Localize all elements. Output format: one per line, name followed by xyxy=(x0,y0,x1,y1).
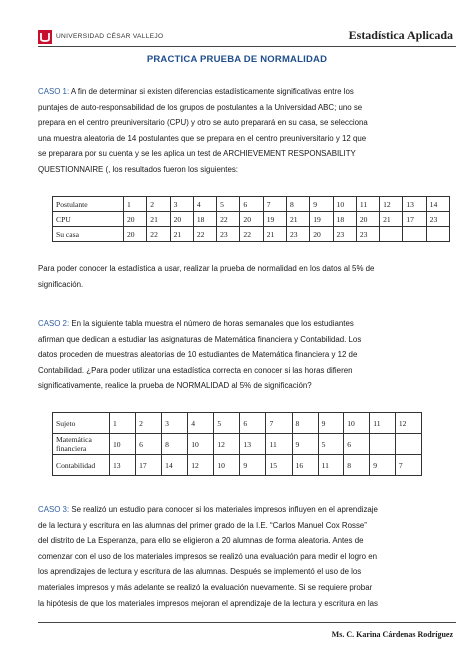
table-cell: 14 xyxy=(426,197,449,212)
ucv-logo-icon xyxy=(38,30,52,44)
table-row xyxy=(53,212,450,227)
table-cell: 22 xyxy=(193,227,216,242)
table-cell xyxy=(370,434,396,455)
caso3-line: de la lectura y escritura en las alumnas del primer grado de la I.E. “Carlos Manuel Cox Rosse” xyxy=(38,520,367,530)
caso1-line: se preparara por su cuenta y se les aplica un test de ARCHIEVEMENT RESPONSABILITY xyxy=(38,149,356,159)
table-cell: 23 xyxy=(426,212,449,227)
table-cell xyxy=(380,227,403,242)
caso3-line: los aprendizajes de lectura y escritura de las alumnas. Después se implementó el uso de los xyxy=(38,567,362,577)
table-cell: 3 xyxy=(170,197,193,212)
caso2-line: significativamente, realice la prueba de NORMALIDAD al 5% de significación? xyxy=(38,381,312,391)
table-cell: 16 xyxy=(292,455,318,476)
table-cell: 21 xyxy=(170,227,193,242)
table-cell: 2 xyxy=(136,413,162,434)
table-cell: 9 xyxy=(292,434,318,455)
table-cell: 18 xyxy=(333,212,356,227)
table-cell: 23 xyxy=(356,227,379,242)
table-cell: 1 xyxy=(110,413,136,434)
caso1-instruction-line: significación. xyxy=(38,279,84,289)
table-cell: 7 xyxy=(266,413,292,434)
table-cell: 11 xyxy=(356,197,379,212)
table-cell: 5 xyxy=(217,197,240,212)
logo-text: UNIVERSIDAD CÉSAR VALLEJO xyxy=(56,33,164,40)
table-cell: Contabilidad xyxy=(53,455,110,476)
table-cell: 12 xyxy=(380,197,403,212)
document-title: PRACTICA PRUEBA DE NORMALIDAD xyxy=(146,54,328,65)
table-row xyxy=(53,434,422,455)
table-cell: 10 xyxy=(188,434,214,455)
caso3-line: materiales impresos y más adelante se realizó la evaluación nuevamente. Si se requiere probar xyxy=(38,582,373,592)
table-cell: 11 xyxy=(318,455,344,476)
table-cell: 10 xyxy=(110,434,136,455)
caso3-line: la hipótesis de que los materiales impresos mejoran el aprendizaje de la lectura y escritura en las xyxy=(38,598,378,608)
table-header-row xyxy=(53,413,422,434)
caso1-instruction-line: Para poder conocer la estadística a usar, realizar la prueba de normalidad en los datos al 5% de xyxy=(38,264,375,273)
caso2-label: CASO 2: xyxy=(38,319,70,328)
table-cell: 7 xyxy=(263,197,286,212)
caso1-line: CASO 1: A fin de determinar si existen diferencias estadísticamente significativas entre los xyxy=(38,87,354,96)
table-cell: 9 xyxy=(310,197,333,212)
table-cell: 11 xyxy=(266,434,292,455)
author-name: Ms. C. Karina Cárdenas Rodríguez xyxy=(331,630,453,639)
table-cell: 10 xyxy=(214,455,240,476)
table-cell: Sujeto xyxy=(53,413,110,434)
table-cell: Postulante xyxy=(53,197,124,212)
table-cell: 20 xyxy=(124,227,147,242)
caso1-label: CASO 1: xyxy=(38,87,70,96)
table-cell: 21 xyxy=(380,212,403,227)
caso1-line: QUESTIONNAIRE (, los resultados fueron los siguientes: xyxy=(38,164,238,174)
table-cell: 9 xyxy=(318,413,344,434)
page-footer xyxy=(0,622,474,670)
table-cell: 20 xyxy=(170,212,193,227)
table-cell: 17 xyxy=(403,212,426,227)
table-header-row xyxy=(53,197,450,212)
table-cell: 12 xyxy=(188,455,214,476)
table-cell: 20 xyxy=(124,212,147,227)
table-cell: 23 xyxy=(217,227,240,242)
table-cell: 22 xyxy=(147,227,170,242)
caso3-label: CASO 3: xyxy=(38,505,70,514)
caso3-paragraph xyxy=(38,502,436,611)
caso2-paragraph xyxy=(38,316,436,394)
table-cell: 21 xyxy=(286,212,309,227)
table-cell: 21 xyxy=(147,212,170,227)
table-cell: 6 xyxy=(240,413,266,434)
table-cell: 23 xyxy=(333,227,356,242)
table-cell: 5 xyxy=(318,434,344,455)
caso1-instruction xyxy=(38,261,436,292)
header-divider xyxy=(38,46,456,47)
table-cell: 21 xyxy=(263,227,286,242)
table-cell: 13 xyxy=(110,455,136,476)
caso1-line: puntajes de auto-responsabilidad de los grupos de postulantes a la Universidad ABC; uno se xyxy=(38,102,363,112)
caso3-line: comenzar con el uso de los materiales impresos se realizó una evaluación para medir el logro en xyxy=(38,551,378,561)
caso2-line: CASO 2: En la siguiente tabla muestra el número de horas semanales que los estudiantes xyxy=(38,319,354,328)
table-cell: 11 xyxy=(370,413,396,434)
caso1-table xyxy=(52,196,450,242)
footer-divider xyxy=(38,622,456,623)
table-cell: 19 xyxy=(263,212,286,227)
table-cell: Su casa xyxy=(53,227,124,242)
table-cell: 8 xyxy=(292,413,318,434)
table-cell: 12 xyxy=(214,434,240,455)
table-cell: 15 xyxy=(266,455,292,476)
table-cell: 6 xyxy=(240,197,263,212)
caso1-paragraph xyxy=(38,84,436,178)
caso1-line: prepara en el centro preuniversitario (CPU) y otro se auto preparará en su casa, se selecciona xyxy=(38,118,368,128)
caso2-line: datos proceden de muestras aleatorias de 10 estudiantes de Matemática financiera y 12 de xyxy=(38,350,358,360)
caso2-table xyxy=(52,412,422,476)
table-cell: 3 xyxy=(162,413,188,434)
table-cell: 13 xyxy=(240,434,266,455)
university-logo xyxy=(38,30,168,46)
table-cell: 5 xyxy=(214,413,240,434)
table-cell: 10 xyxy=(333,197,356,212)
table-cell: CPU xyxy=(53,212,124,227)
table-cell: 17 xyxy=(136,455,162,476)
table-cell: 22 xyxy=(240,227,263,242)
table-cell: 20 xyxy=(240,212,263,227)
table-cell: 19 xyxy=(310,212,333,227)
table-cell: 9 xyxy=(240,455,266,476)
table-cell xyxy=(426,227,449,242)
table-cell: 13 xyxy=(403,197,426,212)
table-cell: 12 xyxy=(395,413,421,434)
table-cell: 20 xyxy=(356,212,379,227)
caso3-line: CASO 3: Se realizó un estudio para conocer si los materiales impresos influyen en el aprendizaje xyxy=(38,505,378,514)
caso2-line: afirman que dedican a estudiar las asignaturas de Matemática financiera y Contabilidad. Los xyxy=(38,334,362,344)
table-cell: 23 xyxy=(286,227,309,242)
table-cell: 8 xyxy=(162,434,188,455)
table-cell: 10 xyxy=(344,413,370,434)
table-cell: 6 xyxy=(136,434,162,455)
table-cell: 14 xyxy=(162,455,188,476)
table-row xyxy=(53,227,450,242)
table-cell: 8 xyxy=(344,455,370,476)
table-cell: 22 xyxy=(217,212,240,227)
table-cell: 18 xyxy=(193,212,216,227)
table-cell: 7 xyxy=(395,455,421,476)
table-cell: Matemática financiera xyxy=(53,434,110,455)
table-cell: 8 xyxy=(286,197,309,212)
table-row xyxy=(53,455,422,476)
table-cell: 6 xyxy=(344,434,370,455)
page-header xyxy=(0,0,474,60)
table-cell: 9 xyxy=(370,455,396,476)
table-cell: 1 xyxy=(124,197,147,212)
table-cell: 20 xyxy=(310,227,333,242)
table-cell xyxy=(395,434,421,455)
caso1-line: una muestra aleatoria de 14 postulantes que se prepara en el centro preuniversitario y 12 que xyxy=(38,133,367,143)
caso2-line: Contabilidad. ¿Para poder utilizar una estadística correcta en conocer si las horas difieren xyxy=(38,365,353,375)
table-cell xyxy=(403,227,426,242)
table-cell: 4 xyxy=(193,197,216,212)
course-title: Estadística Aplicada xyxy=(348,28,453,42)
caso3-line: del distrito de La Esperanza, para ello se eligieron a 20 alumnas de forma aleatoria. Antes de xyxy=(38,536,364,546)
table-cell: 4 xyxy=(188,413,214,434)
table-cell: 2 xyxy=(147,197,170,212)
